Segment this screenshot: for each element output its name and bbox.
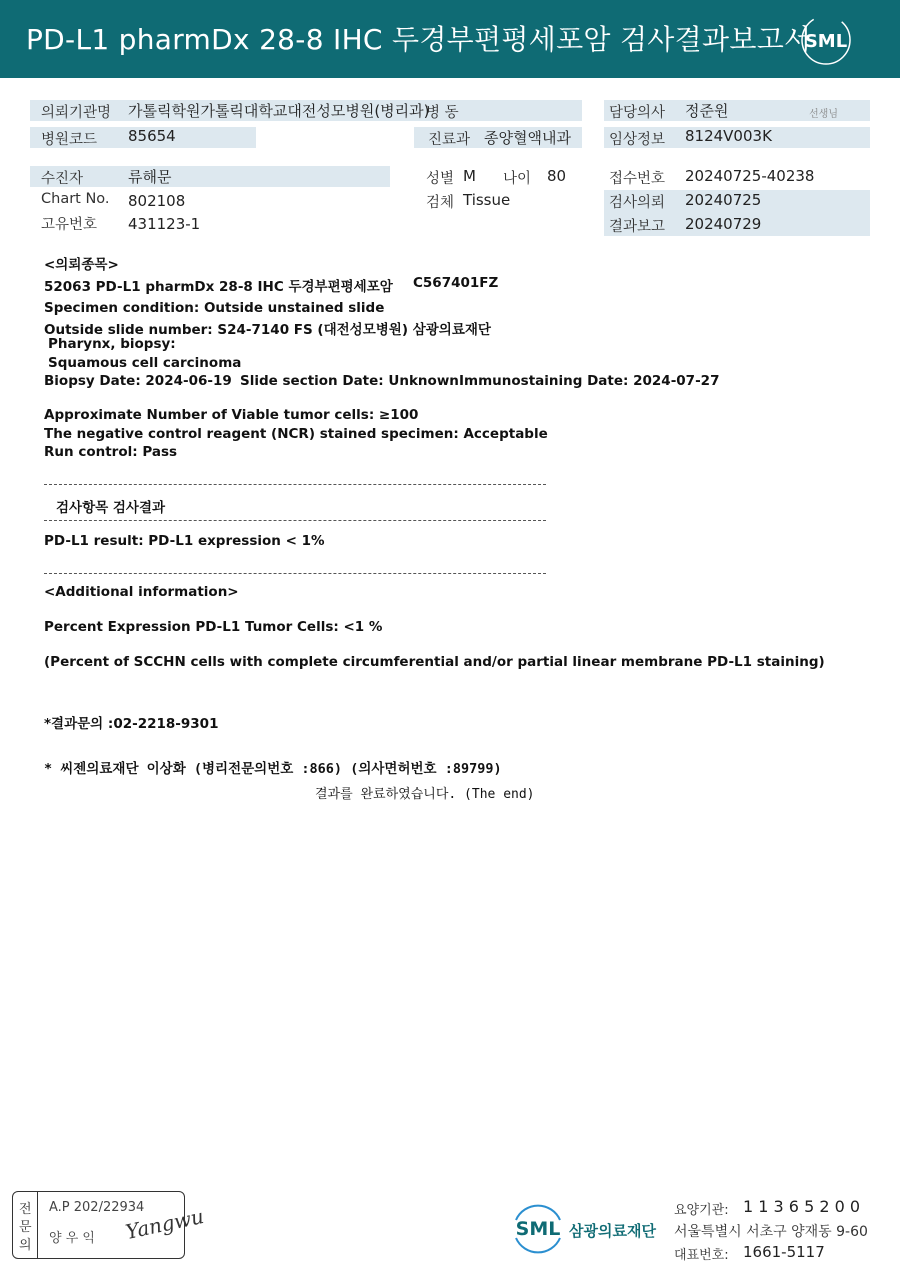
- hospital-code-value: 85654: [128, 127, 176, 145]
- phone-value: 1661-5117: [743, 1243, 825, 1261]
- report-date-value: 20240729: [685, 215, 762, 233]
- run-control: Run control: Pass: [44, 444, 178, 460]
- unique-value: 431123-1: [128, 215, 201, 233]
- report-header: [0, 0, 900, 78]
- svg-text:SML: SML: [515, 1218, 561, 1240]
- unique-label: 고유번호: [41, 217, 98, 233]
- order-section-title: <의뢰종목>: [44, 257, 119, 273]
- doctor-suffix: 선생님: [809, 109, 838, 120]
- receipt-label: 접수번호: [609, 171, 666, 187]
- dept-value: 종양혈액내과: [484, 129, 571, 147]
- facility-code-label: 요양기관:: [674, 1203, 729, 1218]
- doctor-value: 정준원: [685, 102, 729, 120]
- stamp-title-column: [13, 1192, 38, 1258]
- percent-expression-note: (Percent of SCCHN cells with complete circumferential and/or partial linear membrane PD-L1 staining): [44, 654, 825, 670]
- specimen-value: Tissue: [463, 191, 511, 209]
- report-end: 결과를 완료하였습니다. (The end): [315, 787, 535, 802]
- ap-number: A.P 202/22934: [49, 1200, 145, 1215]
- svg-text:SML: SML: [804, 31, 848, 52]
- chart-value: 802108: [128, 192, 186, 210]
- org-address: 서울특별시 서초구 양재동 9-60: [674, 1224, 868, 1240]
- requester-value: 가톨릭학원가톨릭대학교대전성모병원(병리과): [128, 102, 430, 120]
- specimen-site: Pharynx, biopsy:: [48, 336, 176, 352]
- requester-label: 의뢰기관명: [41, 105, 112, 121]
- divider: [44, 520, 546, 521]
- pathologist-stamp: [12, 1191, 206, 1259]
- chart-label: Chart No.: [41, 191, 110, 207]
- org-name: 삼광의료재단: [569, 1222, 656, 1240]
- viable-tumor-cells: Approximate Number of Viable tumor cells: ≥100: [44, 407, 419, 423]
- receipt-value: 20240725-40238: [685, 167, 815, 185]
- outside-slide-number: Outside slide number: S24-7140 FS (대전성모병원) 삼광의료재단: [44, 322, 491, 338]
- report-date-label: 결과보고: [609, 219, 666, 235]
- specimen-label: 검체: [426, 195, 455, 211]
- patient-value: 류해문: [128, 168, 172, 186]
- pathologist-name: 양 우 익: [49, 1231, 95, 1246]
- additional-info-title: <Additional information>: [44, 584, 239, 600]
- sex-label: 성별: [426, 171, 455, 187]
- slide-section-date: Slide section Date: Unknown: [240, 373, 459, 389]
- report-title: PD-L1 pharmDx 28-8 IHC 두경부편평세포암 검사결과보고서: [26, 23, 812, 56]
- patient-label: 수진자: [41, 171, 84, 187]
- sex-value: M: [463, 167, 476, 185]
- stamp-char: 전: [19, 1202, 32, 1217]
- percent-expression: Percent Expression PD-L1 Tumor Cells: <1 %: [44, 619, 383, 635]
- dept-label: 진료과: [428, 132, 471, 148]
- result-contact: *결과문의 :02-2218-9301: [44, 716, 219, 732]
- age-label: 나이: [503, 171, 532, 187]
- patient-bar: [30, 166, 390, 187]
- stamp-char: 문: [19, 1220, 32, 1235]
- pathologist-signature: Yangwu: [123, 1204, 206, 1244]
- pdl1-result: PD-L1 result: PD-L1 expression < 1%: [44, 533, 325, 549]
- order-line: 52063 PD-L1 pharmDx 28-8 IHC 두경부편평세포암: [44, 279, 393, 295]
- divider: [44, 484, 546, 485]
- ncr-result: The negative control reagent (NCR) stained specimen: Acceptable: [44, 426, 548, 442]
- ward-label: 병 동: [426, 105, 459, 121]
- result-table-header: 검사항목 검사결과: [56, 500, 166, 516]
- facility-code-value: 1 1 3 6 5 2 0 0: [743, 1197, 861, 1216]
- stamp-char: 의: [19, 1238, 32, 1253]
- age-value: 80: [547, 167, 567, 185]
- specimen-condition: Specimen condition: Outside unstained slide: [44, 300, 385, 316]
- pathologist-signoff: * 씨젠의료재단 이상화 (병리전문의번호 :866) (의사면허번호 :89799): [44, 761, 502, 777]
- immunostaining-date: Immunostaining Date: 2024-07-27: [459, 373, 720, 389]
- sml-logo-icon: [508, 1198, 568, 1258]
- sml-logo-icon: [800, 14, 852, 66]
- diagnosis: Squamous cell carcinoma: [48, 355, 242, 371]
- request-date-value: 20240725: [685, 191, 762, 209]
- hospital-code-label: 병원코드: [41, 132, 98, 148]
- divider: [44, 573, 546, 574]
- doctor-label: 담당의사: [609, 105, 666, 121]
- biopsy-date: Biopsy Date: 2024-06-19: [44, 373, 232, 389]
- clinical-value: 8124V003K: [685, 127, 772, 145]
- clinical-label: 임상정보: [609, 132, 666, 148]
- order-code: C567401FZ: [413, 275, 499, 291]
- phone-label: 대표번호:: [674, 1248, 729, 1263]
- request-date-label: 검사의뢰: [609, 195, 666, 211]
